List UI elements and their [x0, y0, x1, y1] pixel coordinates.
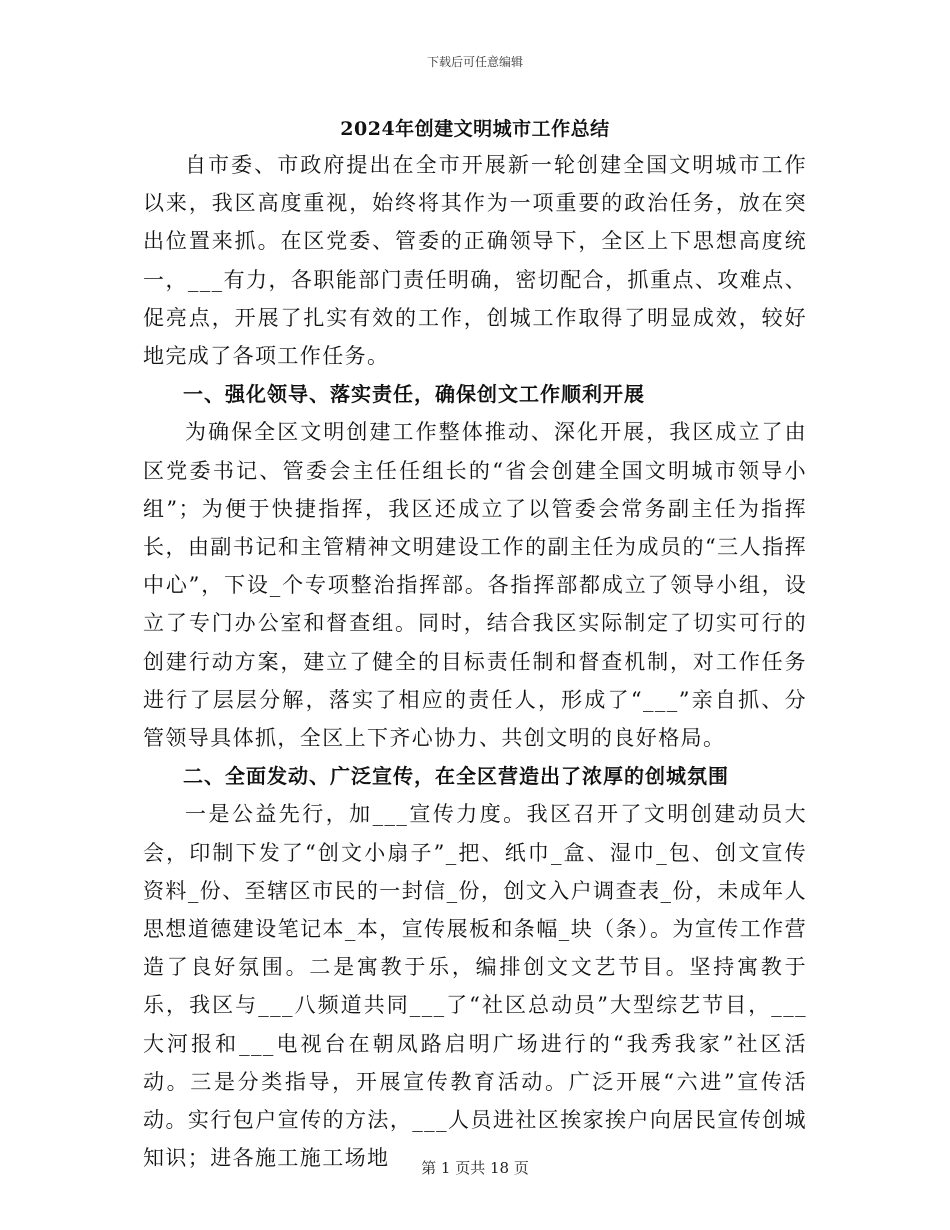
- section-1-heading: 一、强化领导、落实责任，确保创文工作顺利开展: [183, 382, 645, 407]
- section-1-paragraph: 为确保全区文明创建工作整体推动、深化开展，我区成立了由区党委书记、管委会主任任组长的“省会创建全国文明城市领导小组”；为便于快捷指挥，我区还成立了以管委会常务副主任为指挥长，由副书记和主管精神文明建设工作的副主任为成员的“三人指挥中心”，下设_个专项整治指挥部。各指挥部都成立了领导小组，设立了专门办公室和督查组。同时，结合我区实际制定了切实可行的创建行动方案，建立了健全的目标责任制和督查机制，对工作任务进行了层层分解，落实了相应的责任人，形成了“___”亲自抓、分管领导具体抓，全区上下齐心协力、共创文明的良好格局。: [143, 420, 807, 751]
- page-number: 第 1 页共 18 页: [421, 1159, 529, 1177]
- intro-paragraph: 自市委、市政府提出在全市开展新一轮创建全国文明城市工作以来，我区高度重视，始终将其作为一项重要的政治任务，放在突出位置来抓。在区党委、管委的正确领导下，全区上下思想高度统一，___有力，各职能部门责任明确，密切配合，抓重点、攻难点、促亮点，开展了扎实有效的工作，创城工作取得了明显成效，较好地完成了各项工作任务。: [143, 153, 807, 369]
- section-2-paragraph: 一是公益先行，加___宣传力度。我区召开了文明创建动员大会，印制下发了“创文小扇子”_把、纸巾_盒、湿巾_包、创文宣传资料_份、至辖区市民的一封信_份，创文入户调查表_份，未成年人思想道德建设笔记本_本，宣传展板和条幅_块（条）。为宣传工作营造了良好氛围。二是寓教于乐，编排创文文艺节目。坚持寓教于乐，我区与___八频道共同___了“社区总动员”大型综艺节目，___大河报和___电视台在朝凤路启明广场进行的“我秀我家”社区活动。三是分类指导，开展宣传教育活动。广泛开展“六进”宣传活动。实行包户宣传的方法，___人员进社区挨家挨户向居民宣传创城知识；进各施工施工场地: [143, 802, 807, 1171]
- document-body: [143, 146, 807, 1177]
- document-title: 2024年创建文明城市工作总结: [340, 118, 610, 140]
- page-header-note: 下载后可任意编辑: [426, 55, 523, 69]
- section-2-heading: 二、全面发动、广泛宣传，在全区营造出了浓厚的创城氛围: [183, 764, 729, 789]
